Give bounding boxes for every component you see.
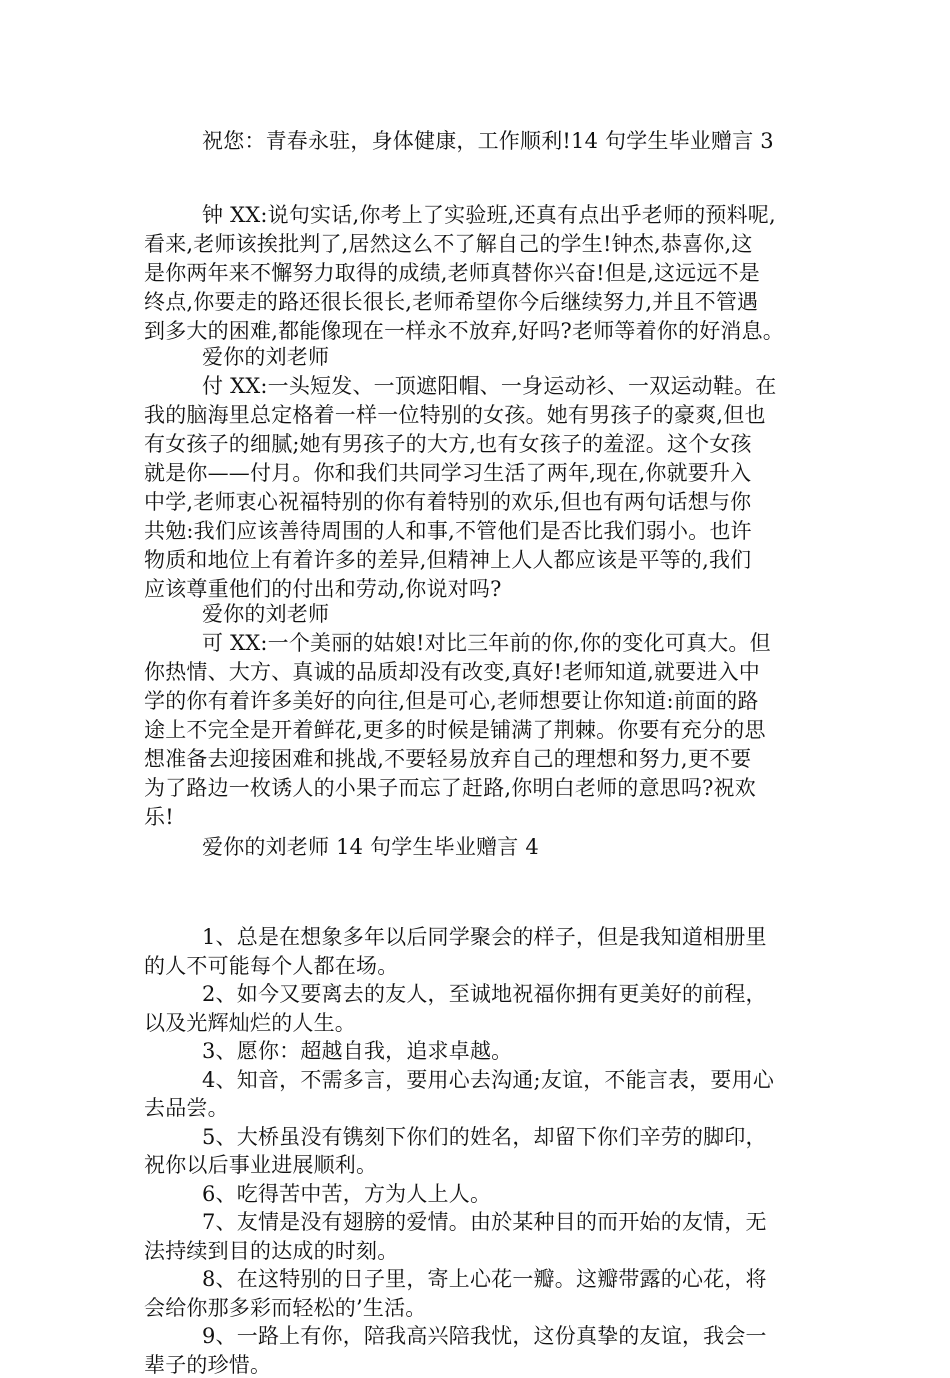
list-item-line: 以及光辉灿烂的人生。 bbox=[144, 1010, 356, 1035]
list-item-line: 祝你以后事业进展顺利。 bbox=[144, 1153, 378, 1177]
list-item-line: 辈子的珍惜。 bbox=[144, 1352, 272, 1377]
text-line: 共勉:我们应该善待周围的人和事,不管他们是否比我们弱小。也许 bbox=[144, 519, 752, 543]
text-line: 就是你——付月。你和我们共同学习生活了两年,现在,你就要升入 bbox=[144, 461, 752, 485]
text-line: 看来,老师该挨批判了,居然这么不了解自己的学生!钟杰,恭喜你,这 bbox=[144, 232, 753, 256]
text-line: 物质和地位上有着许多的差异,但精神上人人都应该是平等的,我们 bbox=[144, 548, 752, 572]
text-line: 中学,老师衷心祝福特别的你有着特别的欢乐,但也有两句话想与你 bbox=[144, 490, 752, 514]
list-item-line: 2、如今又要离去的友人，至诚地祝福你拥有更美好的前程， bbox=[202, 982, 767, 1006]
text-line: 终点,你要走的路还很长很长,老师希望你今后继续努力,并且不管遇 bbox=[144, 290, 759, 314]
text-line: 应该尊重他们的付出和劳动,你说对吗? bbox=[144, 577, 502, 601]
list-item-line: 8、在这特别的日子里，寄上心花一瓣。这瓣带露的心花，将 bbox=[202, 1267, 767, 1291]
text-line: 是你两年来不懈努力取得的成绩,老师真替你兴奋!但是,这远远不是 bbox=[144, 261, 760, 285]
list-item-line: 7、友情是没有翅膀的爱情。由於某种目的而开始的友情，无 bbox=[202, 1210, 767, 1234]
list-item-line: 9、一路上有你，陪我高兴陪我忧，这份真挚的友谊，我会一 bbox=[202, 1324, 767, 1348]
text-line: 学的你有着许多美好的向往,但是可心,老师想要让你知道:前面的路 bbox=[144, 689, 759, 713]
text-line: 我的脑海里总定格着一样一位特别的女孩。她有男孩子的豪爽,但也 bbox=[144, 403, 766, 427]
list-item-line: 会给你那多彩而轻松的’生活。 bbox=[144, 1295, 427, 1320]
text-line: 乐! bbox=[144, 805, 174, 829]
list-item-line: 的人不可能每个人都在场。 bbox=[144, 953, 399, 978]
text-line: 可 XX:一个美丽的姑娘!对比三年前的你,你的变化可真大。但 bbox=[202, 631, 771, 655]
text-line: 到多大的困难,都能像现在一样永不放弃,好吗?老师等着你的好消息。 bbox=[144, 319, 785, 343]
text-line: 付 XX:一头短发、一顶遮阳帽、一身运动衫、一双运动鞋。在 bbox=[202, 374, 777, 398]
text-line: 想准备去迎接困难和挑战,不要轻易放弃自己的理想和努力,更不要 bbox=[144, 747, 752, 771]
list-item-line: 去品尝。 bbox=[144, 1096, 229, 1120]
text-line: 钟 XX:说句实话,你考上了实验班,还真有点出乎老师的预料呢, bbox=[202, 203, 776, 227]
signature-line: 爱你的刘老师 bbox=[202, 602, 330, 626]
list-item-line: 5、大桥虽没有镌刻下你们的姓名，却留下你们辛劳的脚印， bbox=[202, 1124, 767, 1149]
list-item-line: 6、吃得苦中苦，方为人上人。 bbox=[202, 1181, 492, 1206]
text-line: 有女孩子的细腻;她有男孩子的大方,也有女孩子的羞涩。这个女孩 bbox=[144, 432, 752, 456]
list-item-line: 1、总是在想象多年以后同学聚会的样子，但是我知道相册里 bbox=[202, 925, 767, 949]
list-item-line: 4、知音，不需多言，要用心去沟通;友谊，不能言表，要用心 bbox=[202, 1067, 775, 1092]
text-line: 为了路边一枚诱人的小果子而忘了赶路,你明白老师的意思吗?祝欢 bbox=[144, 776, 756, 800]
list-item-line: 3、愿你：超越自我，追求卓越。 bbox=[202, 1039, 513, 1063]
list-item-line: 法持续到目的达成的时刻。 bbox=[144, 1238, 399, 1263]
heading-line: 祝您：青春永驻，身体健康，工作顺利!14 句学生毕业赠言 3 bbox=[202, 129, 774, 153]
signature-line: 爱你的刘老师 bbox=[202, 345, 330, 369]
text-line: 途上不完全是开着鲜花,更多的时候是铺满了荆棘。你要有充分的思 bbox=[144, 718, 766, 742]
heading-line: 爱你的刘老师 14 句学生毕业赠言 4 bbox=[202, 835, 539, 859]
text-line: 你热情、大方、真诚的品质却没有改变,真好!老师知道,就要进入中 bbox=[144, 660, 760, 684]
